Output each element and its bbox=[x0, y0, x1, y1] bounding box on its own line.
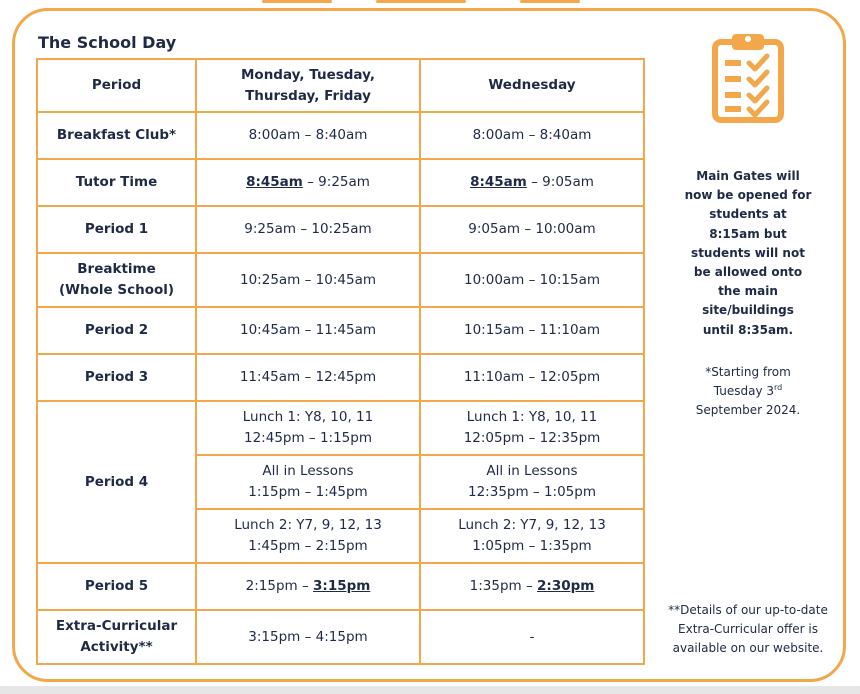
extra-curricular-note: **Details of our up-to-date Extra-Curricular offer is available on our website. bbox=[668, 603, 828, 656]
period4-lunch2-wed: Lunch 2: Y7, 9, 12, 13 1:05pm – 1:35pm bbox=[420, 509, 644, 563]
row-label-breakfast: Breakfast Club* bbox=[37, 112, 196, 159]
header-period: Period bbox=[37, 59, 196, 112]
period2-wed: 10:15am – 11:10am bbox=[420, 307, 644, 354]
table-row bbox=[37, 563, 644, 610]
breakfast-mon: 8:00am – 8:40am bbox=[196, 112, 420, 159]
table-row bbox=[37, 610, 644, 664]
tutor-mon: 8:45am – 9:25am bbox=[196, 159, 420, 206]
period4-lessons-mon: All in Lessons 1:15pm – 1:45pm bbox=[196, 455, 420, 509]
row-label-period4: Period 4 bbox=[37, 401, 196, 563]
top-decoration bbox=[0, 0, 860, 4]
table-row bbox=[37, 253, 644, 307]
table-row bbox=[37, 307, 644, 354]
page-title: The School Day bbox=[38, 33, 177, 52]
period3-wed: 11:10am – 12:05pm bbox=[420, 354, 644, 401]
header-wednesday: Wednesday bbox=[420, 59, 644, 112]
row-label-period5: Period 5 bbox=[37, 563, 196, 610]
period5-mon: 2:15pm – 3:15pm bbox=[196, 563, 420, 610]
table-row bbox=[37, 112, 644, 159]
header-mon-fri: Monday, Tuesday, Thursday, Friday bbox=[196, 59, 420, 112]
table-row bbox=[37, 206, 644, 253]
table-row bbox=[37, 401, 644, 455]
extra-wed: - bbox=[420, 610, 644, 664]
row-label-extra: Extra-Curricular Activity** bbox=[37, 610, 196, 664]
table-header-row bbox=[37, 59, 644, 112]
period3-mon: 11:45am – 12:45pm bbox=[196, 354, 420, 401]
period1-wed: 9:05am – 10:00am bbox=[420, 206, 644, 253]
clipboard-checklist-icon bbox=[710, 30, 786, 124]
school-day-table bbox=[36, 58, 645, 665]
row-label-period3: Period 3 bbox=[37, 354, 196, 401]
tutor-wed: 8:45am – 9:05am bbox=[420, 159, 644, 206]
breakfast-wed: 8:00am – 8:40am bbox=[420, 112, 644, 159]
breaktime-wed: 10:00am – 10:15am bbox=[420, 253, 644, 307]
table-row bbox=[37, 159, 644, 206]
start-date-note: *Starting from Tuesday 3rd September 2024. bbox=[695, 365, 801, 418]
row-label-breaktime: Breaktime (Whole School) bbox=[37, 253, 196, 307]
table-row bbox=[37, 354, 644, 401]
row-label-period2: Period 2 bbox=[37, 307, 196, 354]
extra-mon: 3:15pm – 4:15pm bbox=[196, 610, 420, 664]
bottom-bar bbox=[0, 686, 860, 694]
period5-wed: 1:35pm – 2:30pm bbox=[420, 563, 644, 610]
row-label-tutor: Tutor Time bbox=[37, 159, 196, 206]
period4-lunch1-wed: Lunch 1: Y8, 10, 11 12:05pm – 12:35pm bbox=[420, 401, 644, 455]
period4-lunch1-mon: Lunch 1: Y8, 10, 11 12:45pm – 1:15pm bbox=[196, 401, 420, 455]
row-label-period1: Period 1 bbox=[37, 206, 196, 253]
gate-notice: Main Gates will now be opened for students at 8:15am but students will not be allowed onto the main site/buildings until 8:35am. bbox=[684, 169, 812, 337]
breaktime-mon: 10:25am – 10:45am bbox=[196, 253, 420, 307]
period2-mon: 10:45am – 11:45am bbox=[196, 307, 420, 354]
period1-mon: 9:25am – 10:25am bbox=[196, 206, 420, 253]
period4-lunch2-mon: Lunch 2: Y7, 9, 12, 13 1:45pm – 2:15pm bbox=[196, 509, 420, 563]
period4-lessons-wed: All in Lessons 12:35pm – 1:05pm bbox=[420, 455, 644, 509]
